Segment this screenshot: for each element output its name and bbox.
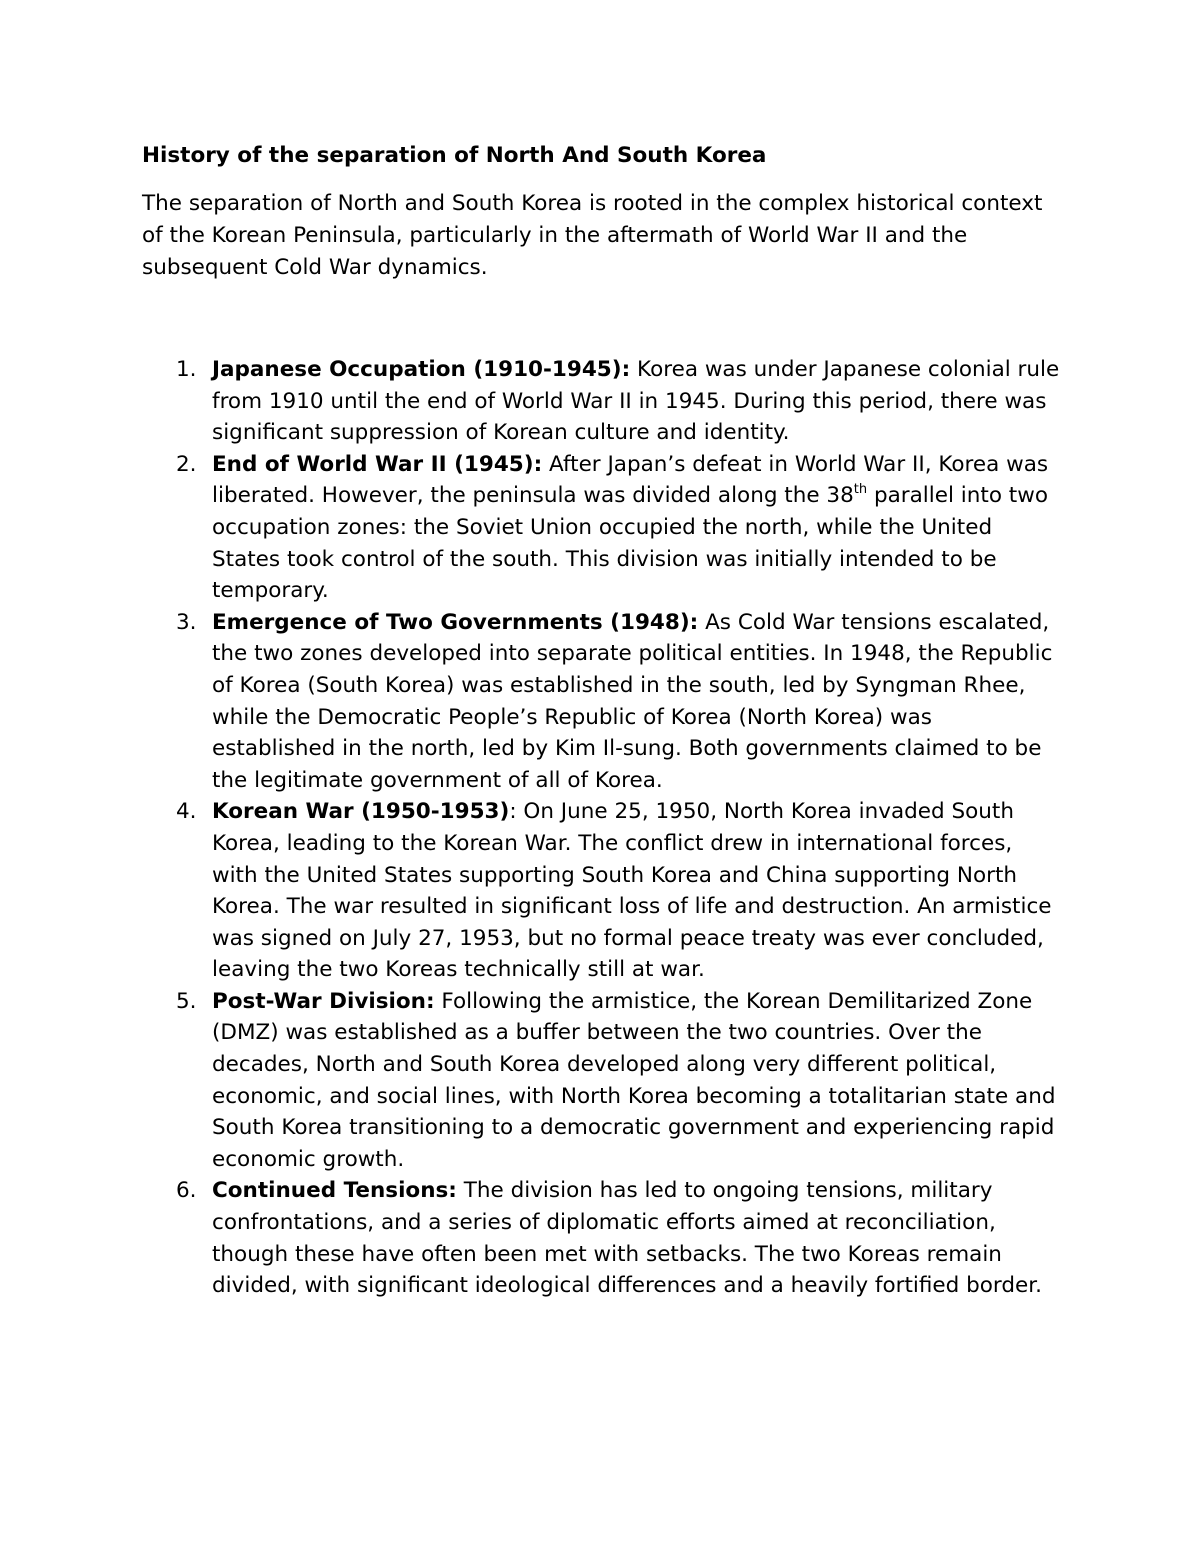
list-item-heading: Japanese Occupation (1910-1945):	[212, 357, 631, 382]
list-item-heading: Emergence of Two Governments (1948):	[212, 609, 699, 635]
list-item-heading: Korean War (1950-1953)	[212, 799, 510, 825]
list-item-korean-war	[142, 796, 1060, 986]
list-item-two-governments	[142, 607, 1060, 797]
list-item-heading: Continued Tensions:	[212, 1178, 457, 1204]
list-item-japanese-occupation	[142, 354, 1060, 449]
superscript-ordinal: th	[853, 482, 868, 498]
list-item-text: The division has led to ongoing tensions, military confrontations, and a series of diplomatic efforts aimed at reconciliation, though these have often been met with setbacks. The two Koreas remain divided, with significant ideological differences and a heavily fortified border.	[212, 1178, 1042, 1299]
list-item-text: After Japan’s defeat in World War II, Korea was liberated. However, the peninsula was divided along the 38	[212, 451, 1049, 509]
numbered-list	[142, 354, 1060, 1302]
document-title: History of the separation of North And South Korea	[142, 143, 767, 168]
list-item-end-of-ww2	[142, 449, 1060, 607]
list-number: 1.	[176, 357, 197, 382]
list-item-heading: Post-War Division:	[212, 988, 435, 1014]
list-number: 3.	[176, 609, 197, 635]
list-item-post-war-division	[142, 986, 1060, 1176]
list-number: 4.	[176, 799, 197, 825]
list-item-text-continued: parallel into two occupation zones: the Soviet Union occupied the north, while the United States took control of the south. This division was initially intended to be temporary.	[212, 483, 1048, 604]
list-item-text: Korea was under Japanese colonial rule from 1910 until the end of World War II in 1945. During this period, there was significant suppression of Korean culture and identity.	[212, 357, 1060, 446]
list-number: 5.	[176, 988, 197, 1014]
intro-paragraph: The separation of North and South Korea is rooted in the complex historical context of the Korean Peninsula, particularly in the aftermath of World War II and the subsequent Cold War dynamics.	[142, 191, 1043, 280]
list-item-text: Following the armistice, the Korean Demilitarized Zone (DMZ) was established as a buffer between the two countries. Over the decades, North and South Korea developed along very different political, economic, and social lines, with North Korea becoming a totalitarian state and South Korea transitioning to a democratic government and experiencing rapid economic growth.	[212, 988, 1056, 1172]
list-number: 6.	[176, 1178, 197, 1204]
list-number: 2.	[176, 451, 197, 477]
list-item-text: As Cold War tensions escalated, the two zones developed into separate political entities. In 1948, the Republic of Korea (South Korea) was established in the south, led by Syngman Rhee, while the Democratic People’s Republic of Korea (North Korea) was established in the north, led by Kim Il-sung. Both governments claimed to be the legitimate government of all of Korea.	[212, 609, 1053, 793]
list-item-text: : On June 25, 1950, North Korea invaded South Korea, leading to the Korean War. The conflict drew in international forces, with the United States supporting South Korea and China supporting North Korea. The war resulted in significant loss of life and destruction. An armistice was signed on July 27, 1953, but no formal peace treaty was ever concluded, leaving the two Koreas technically still at war.	[212, 799, 1052, 983]
list-item-continued-tensions	[142, 1175, 1060, 1301]
list-item-heading: End of World War II (1945):	[212, 451, 543, 477]
